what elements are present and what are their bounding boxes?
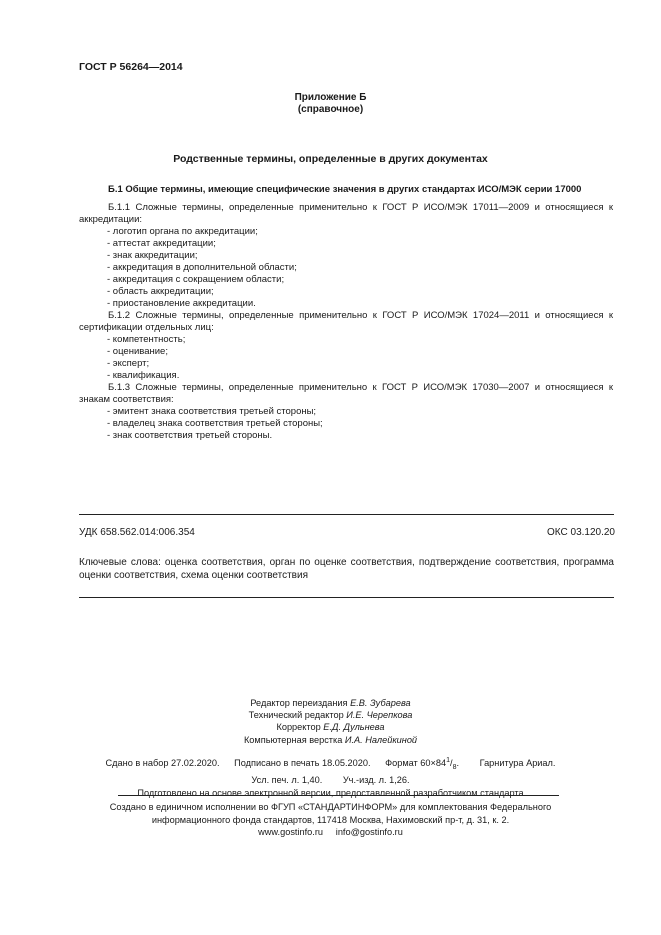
credit-name: И.А. Налейкиной — [344, 734, 418, 745]
credit-line — [0, 734, 661, 746]
prepared-note: Подготовлено на основе электронной версии, предоставленной разработчиком стандарта — [137, 787, 524, 798]
annex-title: Приложение Б — [294, 92, 367, 103]
subsection-title: Б.1 Общие термины, имеющие специфические значения в других стандартах ИСО/МЭК серии 17000 — [108, 184, 582, 195]
print-line — [0, 755, 661, 774]
credits-block — [0, 697, 661, 746]
divider — [79, 597, 614, 598]
term-list — [79, 406, 613, 442]
group-intro: Б.1.3 Сложные термины, определенные применительно к ГОСТ Р ИСО/МЭК 17030—2007 и относящиеся к знакам соответствия: — [79, 382, 613, 405]
divider — [118, 795, 559, 796]
typeface: Гарнитура Ариал. — [479, 758, 556, 769]
udc-code: УДК 658.562.014:006.354 — [79, 527, 195, 538]
footer-links — [0, 826, 661, 839]
oks-code: ОКС 03.120.20 — [547, 527, 615, 538]
publication-sheets: Уч.-изд. л. 1,26. — [342, 775, 410, 786]
credit-name: Е.В. Зубарева — [350, 698, 411, 708]
print-info — [0, 755, 661, 799]
term-item: - компетентность; — [107, 334, 186, 345]
term-item: - аттестат аккредитации; — [107, 238, 216, 249]
term-item: - эмитент знака соответствия третьей стороны; — [107, 406, 317, 417]
term-list — [79, 334, 613, 382]
credit-name: И.Е. Черепкова — [346, 710, 413, 721]
footer-line: Создано в единичном исполнении во ФГУП «СТАНДАРТИНФОРМ» для комплектования Федерального — [109, 802, 552, 812]
term-item: - оценивание; — [107, 346, 168, 357]
credit-role: Технический редактор — [248, 710, 344, 721]
group-intro: Б.1.2 Сложные термины, определенные применительно к ГОСТ Р ИСО/МЭК 17024—2011 и относящиеся к сертификации отдельных лиц: — [79, 310, 613, 333]
term-item: - аккредитация с сокращением области; — [107, 274, 285, 285]
format-suffix: . — [456, 758, 460, 769]
credit-name: Е.Д. Дульнева — [323, 722, 385, 733]
publisher-footer — [0, 801, 661, 839]
credit-role: Компьютерная верстка — [243, 734, 343, 745]
term-item: - логотип органа по аккредитации; — [107, 226, 258, 237]
term-item: - квалификация. — [107, 370, 180, 381]
paper-format: Формат $60\times 84^1/_8$. — [385, 757, 460, 771]
annex-type: (справочное) — [297, 104, 364, 115]
print-line — [0, 774, 661, 787]
term-item: - знак аккредитации; — [107, 250, 198, 261]
term-item: - приостановление аккредитации. — [107, 298, 256, 309]
term-list — [79, 226, 613, 310]
term-item: - знак соответствия третьей стороны. — [107, 430, 273, 441]
section-title: Родственные термины, определенные в других документах — [173, 153, 488, 165]
credit-role: Редактор переиздания — [250, 698, 348, 708]
term-item: - владелец знака соответствия третьей стороны; — [107, 418, 323, 429]
term-item: - аккредитация в дополнительной области; — [107, 262, 297, 273]
divider — [79, 514, 614, 515]
credit-line — [0, 721, 661, 733]
footer-line: информационного фонда стандартов, 117418 Москва, Нахимовский пр-т, д. 31, к. 2. — [151, 814, 510, 825]
email-link[interactable]: info@gostinfo.ru — [335, 827, 403, 837]
group-intro: Б.1.1 Сложные термины, определенные применительно к ГОСТ Р ИСО/МЭК 17011—2009 и относящиеся к аккредитации: — [79, 202, 613, 225]
credit-line — [0, 709, 661, 721]
term-item: - эксперт; — [107, 358, 150, 369]
print-sheets: Усл. печ. л. 1,40. — [251, 775, 323, 786]
term-item: - область аккредитации; — [107, 286, 214, 297]
standard-number: ГОСТ Р 56264—2014 — [79, 61, 183, 73]
submitted-date: Сдано в набор 27.02.2020. — [105, 758, 220, 769]
keywords: Ключевые слова: оценка соответствия, орган по оценке соответствия, подтверждение соответствия, программа оценки соответствия, схема оценки соответствия — [79, 557, 614, 581]
terms-body — [79, 202, 613, 442]
credit-role: Корректор — [276, 722, 321, 733]
format-denominator: 8 — [452, 763, 457, 771]
format-numerator: 1 — [446, 757, 451, 764]
website-link[interactable]: www.gostinfo.ru — [258, 827, 324, 837]
format-prefix: Формат 60×84 — [385, 758, 447, 769]
credit-line — [0, 697, 661, 709]
signed-date: Подписано в печать 18.05.2020. — [234, 758, 371, 769]
